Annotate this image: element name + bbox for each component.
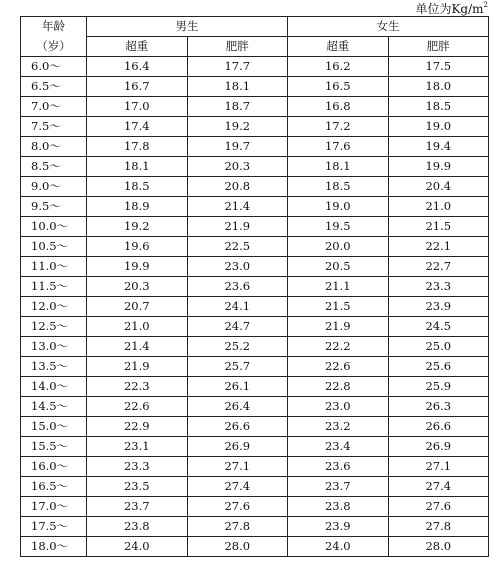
age-cell: 14.5～ bbox=[21, 397, 87, 417]
age-cell: 17.0～ bbox=[21, 497, 87, 517]
age-cell: 6.5～ bbox=[21, 77, 87, 97]
female-obese-cell: 17.5 bbox=[388, 57, 489, 77]
table-body bbox=[21, 57, 489, 557]
table-row bbox=[21, 457, 489, 477]
unit-note bbox=[415, 2, 488, 16]
age-cell: 12.0～ bbox=[21, 297, 87, 317]
female-overweight-cell: 18.1 bbox=[288, 157, 389, 177]
age-cell: 16.5～ bbox=[21, 477, 87, 497]
female-overweight-cell: 23.4 bbox=[288, 437, 389, 457]
age-header: 年龄 bbox=[21, 17, 87, 37]
female-obese-cell: 25.0 bbox=[388, 337, 489, 357]
male-obese-cell: 24.7 bbox=[187, 317, 288, 337]
age-cell: 7.5～ bbox=[21, 117, 87, 137]
male-obese-cell: 19.7 bbox=[187, 137, 288, 157]
age-cell: 17.5～ bbox=[21, 517, 87, 537]
female-overweight-cell: 16.5 bbox=[288, 77, 389, 97]
male-overweight-cell: 18.1 bbox=[87, 157, 188, 177]
unit-note-exponent: 2 bbox=[483, 1, 488, 9]
male-overweight-cell: 22.6 bbox=[87, 397, 188, 417]
male-header: 男生 bbox=[87, 17, 288, 37]
female-overweight-cell: 22.6 bbox=[288, 357, 389, 377]
age-cell: 6.0～ bbox=[21, 57, 87, 77]
age-cell: 10.0～ bbox=[21, 217, 87, 237]
table-row bbox=[21, 517, 489, 537]
male-overweight-cell: 17.8 bbox=[87, 137, 188, 157]
bmi-cutoff-table bbox=[20, 16, 489, 557]
age-cell: 12.5～ bbox=[21, 317, 87, 337]
female-overweight-cell: 22.8 bbox=[288, 377, 389, 397]
female-overweight-cell: 20.0 bbox=[288, 237, 389, 257]
male-obese-cell: 24.1 bbox=[187, 297, 288, 317]
female-overweight-cell: 16.8 bbox=[288, 97, 389, 117]
female-obese-cell: 19.9 bbox=[388, 157, 489, 177]
female-obese-cell: 25.9 bbox=[388, 377, 489, 397]
table-row bbox=[21, 437, 489, 457]
male-obese-cell: 27.8 bbox=[187, 517, 288, 537]
table-row bbox=[21, 97, 489, 117]
age-cell: 11.0～ bbox=[21, 257, 87, 277]
male-overweight-cell: 20.3 bbox=[87, 277, 188, 297]
female-header: 女生 bbox=[288, 17, 489, 37]
table-row bbox=[21, 297, 489, 317]
male-obese-cell: 27.6 bbox=[187, 497, 288, 517]
table-row bbox=[21, 357, 489, 377]
table-row bbox=[21, 117, 489, 137]
female-overweight-cell: 19.5 bbox=[288, 217, 389, 237]
male-obese-cell: 26.4 bbox=[187, 397, 288, 417]
table-header bbox=[21, 17, 489, 57]
male-obese-cell: 28.0 bbox=[187, 537, 288, 557]
male-overweight-cell: 22.3 bbox=[87, 377, 188, 397]
age-cell: 9.0～ bbox=[21, 177, 87, 197]
male-overweight-cell: 22.9 bbox=[87, 417, 188, 437]
male-overweight-cell: 23.7 bbox=[87, 497, 188, 517]
male-overweight-header: 超重 bbox=[87, 37, 188, 57]
table-row bbox=[21, 157, 489, 177]
female-overweight-cell: 24.0 bbox=[288, 537, 389, 557]
male-obese-cell: 25.7 bbox=[187, 357, 288, 377]
male-overweight-cell: 18.9 bbox=[87, 197, 188, 217]
male-overweight-cell: 20.7 bbox=[87, 297, 188, 317]
male-overweight-cell: 23.5 bbox=[87, 477, 188, 497]
female-overweight-cell: 23.8 bbox=[288, 497, 389, 517]
male-overweight-cell: 17.0 bbox=[87, 97, 188, 117]
table-row bbox=[21, 397, 489, 417]
male-overweight-cell: 23.1 bbox=[87, 437, 188, 457]
female-obese-cell: 28.0 bbox=[388, 537, 489, 557]
unit-note-text: 单位为Kg/m bbox=[415, 2, 484, 16]
table-row bbox=[21, 377, 489, 397]
table-row bbox=[21, 177, 489, 197]
male-overweight-cell: 21.9 bbox=[87, 357, 188, 377]
age-cell: 18.0～ bbox=[21, 537, 87, 557]
female-overweight-cell: 17.2 bbox=[288, 117, 389, 137]
table-row bbox=[21, 197, 489, 217]
female-overweight-cell: 17.6 bbox=[288, 137, 389, 157]
male-obese-cell: 23.6 bbox=[187, 277, 288, 297]
age-cell: 10.5～ bbox=[21, 237, 87, 257]
table-row bbox=[21, 277, 489, 297]
female-overweight-cell: 20.5 bbox=[288, 257, 389, 277]
female-obese-cell: 26.9 bbox=[388, 437, 489, 457]
male-obese-cell: 27.1 bbox=[187, 457, 288, 477]
female-overweight-cell: 19.0 bbox=[288, 197, 389, 217]
male-obese-cell: 20.3 bbox=[187, 157, 288, 177]
male-overweight-cell: 16.4 bbox=[87, 57, 188, 77]
female-overweight-cell: 21.1 bbox=[288, 277, 389, 297]
male-obese-header: 肥胖 bbox=[187, 37, 288, 57]
male-obese-cell: 26.9 bbox=[187, 437, 288, 457]
male-obese-cell: 20.8 bbox=[187, 177, 288, 197]
female-obese-cell: 20.4 bbox=[388, 177, 489, 197]
male-obese-cell: 23.0 bbox=[187, 257, 288, 277]
male-overweight-cell: 24.0 bbox=[87, 537, 188, 557]
male-obese-cell: 26.6 bbox=[187, 417, 288, 437]
age-cell: 9.5～ bbox=[21, 197, 87, 217]
age-cell: 13.5～ bbox=[21, 357, 87, 377]
female-obese-cell: 18.5 bbox=[388, 97, 489, 117]
female-obese-cell: 19.4 bbox=[388, 137, 489, 157]
female-overweight-cell: 23.0 bbox=[288, 397, 389, 417]
male-obese-cell: 18.1 bbox=[187, 77, 288, 97]
female-overweight-cell: 22.2 bbox=[288, 337, 389, 357]
female-obese-cell: 21.0 bbox=[388, 197, 489, 217]
male-obese-cell: 17.7 bbox=[187, 57, 288, 77]
female-obese-cell: 27.6 bbox=[388, 497, 489, 517]
table-row bbox=[21, 537, 489, 557]
male-obese-cell: 22.5 bbox=[187, 237, 288, 257]
age-cell: 14.0～ bbox=[21, 377, 87, 397]
age-cell: 8.5～ bbox=[21, 157, 87, 177]
male-overweight-cell: 19.6 bbox=[87, 237, 188, 257]
age-cell: 13.0～ bbox=[21, 337, 87, 357]
male-overweight-cell: 19.9 bbox=[87, 257, 188, 277]
age-unit-header: （岁） bbox=[21, 37, 87, 57]
female-obese-cell: 19.0 bbox=[388, 117, 489, 137]
female-obese-cell: 24.5 bbox=[388, 317, 489, 337]
table-row bbox=[21, 137, 489, 157]
female-obese-cell: 23.3 bbox=[388, 277, 489, 297]
male-obese-cell: 21.9 bbox=[187, 217, 288, 237]
female-obese-cell: 27.4 bbox=[388, 477, 489, 497]
age-cell: 16.0～ bbox=[21, 457, 87, 477]
male-overweight-cell: 17.4 bbox=[87, 117, 188, 137]
table-row bbox=[21, 317, 489, 337]
age-cell: 11.5～ bbox=[21, 277, 87, 297]
table-row bbox=[21, 57, 489, 77]
male-overweight-cell: 21.4 bbox=[87, 337, 188, 357]
female-obese-cell: 21.5 bbox=[388, 217, 489, 237]
female-overweight-cell: 23.7 bbox=[288, 477, 389, 497]
table-row bbox=[21, 237, 489, 257]
table-row bbox=[21, 217, 489, 237]
age-cell: 15.0～ bbox=[21, 417, 87, 437]
male-overweight-cell: 16.7 bbox=[87, 77, 188, 97]
male-obese-cell: 27.4 bbox=[187, 477, 288, 497]
male-obese-cell: 25.2 bbox=[187, 337, 288, 357]
female-overweight-cell: 21.9 bbox=[288, 317, 389, 337]
male-overweight-cell: 19.2 bbox=[87, 217, 188, 237]
female-overweight-cell: 23.2 bbox=[288, 417, 389, 437]
header-row-1 bbox=[21, 17, 489, 37]
male-obese-cell: 26.1 bbox=[187, 377, 288, 397]
female-obese-cell: 26.3 bbox=[388, 397, 489, 417]
female-obese-cell: 25.6 bbox=[388, 357, 489, 377]
header-row-2 bbox=[21, 37, 489, 57]
female-obese-cell: 22.1 bbox=[388, 237, 489, 257]
female-overweight-cell: 23.9 bbox=[288, 517, 389, 537]
table-row bbox=[21, 417, 489, 437]
table-row bbox=[21, 337, 489, 357]
female-overweight-cell: 16.2 bbox=[288, 57, 389, 77]
female-obese-header: 肥胖 bbox=[388, 37, 489, 57]
female-obese-cell: 27.8 bbox=[388, 517, 489, 537]
male-obese-cell: 21.4 bbox=[187, 197, 288, 217]
female-obese-cell: 18.0 bbox=[388, 77, 489, 97]
female-obese-cell: 23.9 bbox=[388, 297, 489, 317]
age-cell: 8.0～ bbox=[21, 137, 87, 157]
male-overweight-cell: 18.5 bbox=[87, 177, 188, 197]
female-overweight-cell: 21.5 bbox=[288, 297, 389, 317]
male-overweight-cell: 21.0 bbox=[87, 317, 188, 337]
female-overweight-cell: 23.6 bbox=[288, 457, 389, 477]
female-overweight-cell: 18.5 bbox=[288, 177, 389, 197]
table-row bbox=[21, 257, 489, 277]
female-obese-cell: 27.1 bbox=[388, 457, 489, 477]
male-obese-cell: 18.7 bbox=[187, 97, 288, 117]
female-overweight-header: 超重 bbox=[288, 37, 389, 57]
male-obese-cell: 19.2 bbox=[187, 117, 288, 137]
age-cell: 15.5～ bbox=[21, 437, 87, 457]
female-obese-cell: 26.6 bbox=[388, 417, 489, 437]
female-obese-cell: 22.7 bbox=[388, 257, 489, 277]
table-row bbox=[21, 477, 489, 497]
male-overweight-cell: 23.8 bbox=[87, 517, 188, 537]
male-overweight-cell: 23.3 bbox=[87, 457, 188, 477]
table-row bbox=[21, 77, 489, 97]
age-cell: 7.0～ bbox=[21, 97, 87, 117]
table-row bbox=[21, 497, 489, 517]
